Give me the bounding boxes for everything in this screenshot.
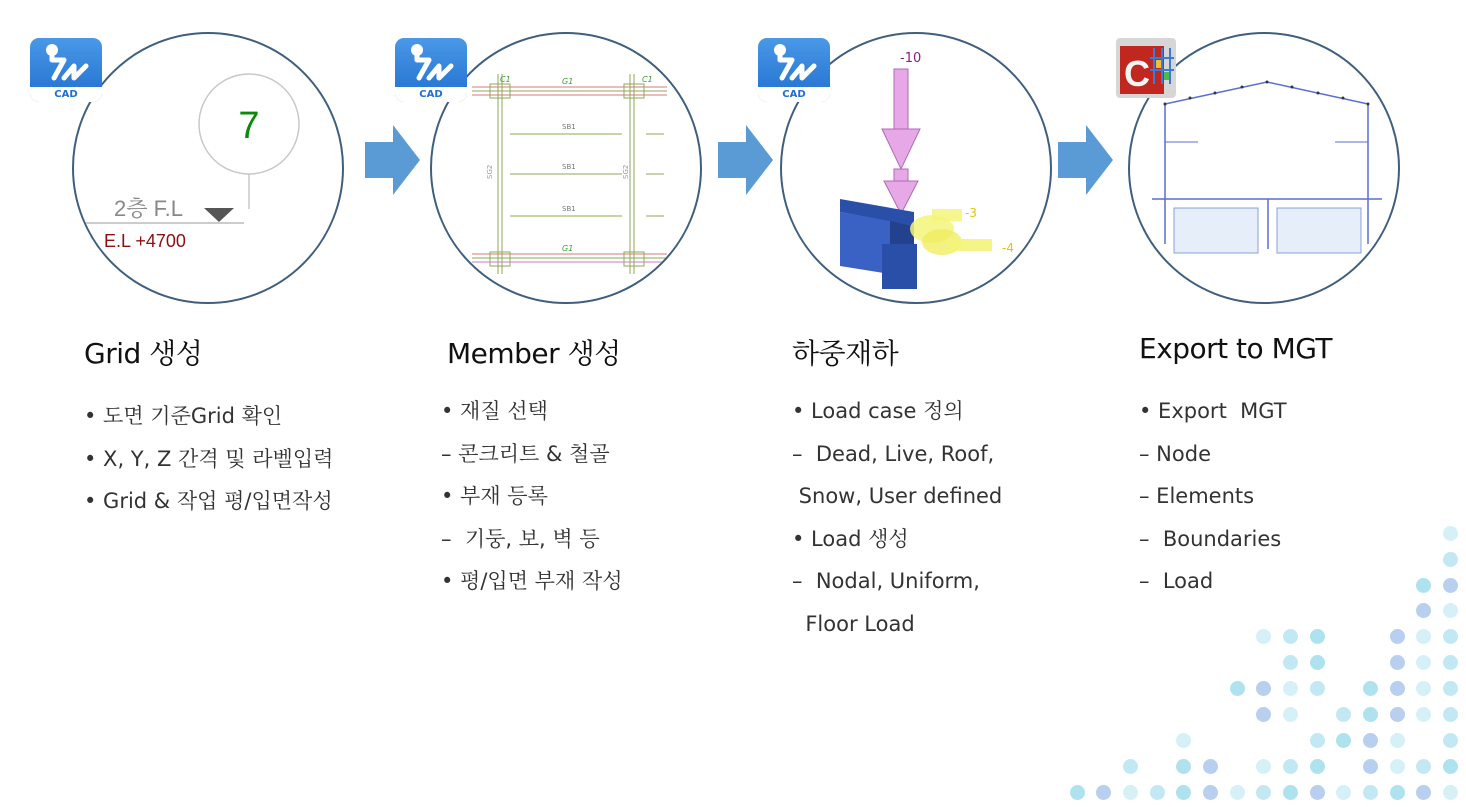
decorative-dot <box>1256 629 1271 644</box>
decorative-dot <box>1150 785 1165 800</box>
decorative-dot <box>1443 629 1458 644</box>
list-item: – Nodal, Uniform, <box>792 569 980 593</box>
decorative-dot <box>1443 603 1458 618</box>
decorative-dot <box>1416 707 1431 722</box>
girder-label: SG2 <box>486 164 494 179</box>
decorative-dot <box>1176 785 1191 800</box>
list-item: – Elements <box>1139 484 1255 508</box>
decorative-dot <box>1416 681 1431 696</box>
decorative-dot <box>1283 759 1298 774</box>
decorative-dot <box>1443 681 1458 696</box>
decorative-dot <box>1390 681 1405 696</box>
decorative-dot <box>1336 785 1351 800</box>
cad-logo-icon <box>30 38 102 102</box>
list-item: • 도면 기준Grid 확인 <box>84 404 283 428</box>
decorative-dot <box>1443 759 1458 774</box>
step-list <box>792 390 1002 645</box>
decorative-dot <box>1390 655 1405 670</box>
decorative-dot <box>1283 655 1298 670</box>
list-item: • Grid & 작업 평/입면작성 <box>84 489 333 513</box>
decorative-dot <box>1390 629 1405 644</box>
list-item: – Dead, Live, Roof, <box>792 441 995 466</box>
decorative-dot <box>1283 681 1298 696</box>
load-value-label: -4 <box>1002 241 1014 255</box>
decorative-dot <box>1443 578 1458 593</box>
decorative-dot <box>1176 759 1191 774</box>
decorative-dot <box>1443 526 1458 541</box>
beam-label: G1 <box>562 244 574 253</box>
decorative-dot <box>1283 785 1298 800</box>
list-item: Snow, User defined <box>792 484 1003 508</box>
decorative-dot <box>1283 707 1298 722</box>
svg-text:C: C <box>1124 53 1150 94</box>
step-title: Grid 생성 <box>84 337 203 370</box>
decorative-dot <box>1256 759 1271 774</box>
list-item: • Load case 정의 <box>792 399 964 423</box>
list-item: • Load 생성 <box>792 526 909 551</box>
floor-label: 2층 F.L <box>114 196 183 221</box>
decorative-dot <box>1390 759 1405 774</box>
decorative-dot <box>1363 785 1378 800</box>
list-item: • 평/입면 부재 작성 <box>441 569 623 593</box>
flow-arrow-icon <box>1058 125 1114 195</box>
decorative-dot <box>1416 785 1431 800</box>
list-item: – 콘크리트 & 철골 <box>441 441 610 466</box>
step-list <box>84 395 333 523</box>
decorative-dot <box>1283 629 1298 644</box>
grid-preview-circle <box>72 32 344 304</box>
decorative-dot <box>1176 733 1191 748</box>
decorative-dot <box>1363 733 1378 748</box>
list-item: – Node <box>1139 441 1211 466</box>
decorative-dot <box>1416 629 1431 644</box>
decorative-dot <box>1310 759 1325 774</box>
decorative-dot <box>1443 552 1458 567</box>
member-plan-drawing <box>432 34 700 302</box>
decorative-dot <box>1203 759 1218 774</box>
column-label: C1 <box>642 75 653 84</box>
decorative-dot <box>1123 785 1138 800</box>
sub-beam-label: SB1 <box>562 163 576 171</box>
list-item: – Load <box>1139 569 1214 593</box>
sub-beam-label: SB1 <box>562 123 576 131</box>
flow-arrow-icon <box>718 125 774 195</box>
decorative-dot <box>1336 707 1351 722</box>
step-title: Export to MGT <box>1139 332 1333 365</box>
beam-label: G1 <box>562 77 574 86</box>
decorative-dot <box>1256 785 1271 800</box>
flow-arrow-icon <box>365 125 421 195</box>
cad-logo-label: CAD <box>758 87 830 102</box>
decorative-dot <box>1256 707 1271 722</box>
cad-logo-label: CAD <box>30 87 102 102</box>
decorative-dot <box>1363 707 1378 722</box>
girder-label: SG2 <box>622 164 630 179</box>
list-item: Floor Load <box>792 611 915 636</box>
decorative-dot <box>1443 655 1458 670</box>
level-marker-icon <box>204 208 234 222</box>
decorative-dot <box>1203 785 1218 800</box>
decorative-dot <box>1416 578 1431 593</box>
decorative-dot <box>1310 681 1325 696</box>
list-item: • 재질 선택 <box>441 399 548 423</box>
decorative-dot <box>1443 785 1458 800</box>
decorative-dot <box>1390 733 1405 748</box>
list-item: • Export MGT <box>1139 399 1287 423</box>
list-item: – Boundaries <box>1139 526 1282 551</box>
decorative-dot <box>1416 603 1431 618</box>
step-title: Member 생성 <box>447 337 621 370</box>
decorative-dot <box>1310 785 1325 800</box>
decorative-dot <box>1310 655 1325 670</box>
decorative-dot <box>1070 785 1085 800</box>
decorative-dot <box>1363 759 1378 774</box>
load-value-label: -3 <box>965 206 977 220</box>
decorative-dot <box>1390 707 1405 722</box>
cad-logo-icon <box>395 38 467 102</box>
decorative-dot <box>1416 655 1431 670</box>
decorative-dot <box>1123 759 1138 774</box>
grid-number: 7 <box>238 105 260 147</box>
decorative-dot <box>1310 733 1325 748</box>
list-item: – 기둥, 보, 벽 등 <box>441 526 600 551</box>
cad-logo-label: CAD <box>395 87 467 102</box>
elevation-label: E.L +4700 <box>104 231 186 251</box>
grid-preview-drawing <box>74 34 342 302</box>
list-item: • X, Y, Z 간격 및 라벨입력 <box>84 446 334 471</box>
civil-logo-icon <box>1116 38 1176 98</box>
decorative-dot <box>1443 733 1458 748</box>
decorative-dot <box>1443 707 1458 722</box>
column-label: C1 <box>500 75 511 84</box>
decorative-dot <box>1096 785 1111 800</box>
decorative-dot <box>1336 733 1351 748</box>
sub-beam-label: SB1 <box>562 205 576 213</box>
decorative-dot <box>1363 681 1378 696</box>
member-preview-circle <box>430 32 702 304</box>
list-item: • 부재 등록 <box>441 484 548 508</box>
decorative-dot <box>1230 785 1245 800</box>
cad-logo-icon <box>758 38 830 102</box>
step-list <box>441 390 623 603</box>
decorative-dot <box>1230 681 1245 696</box>
decorative-dot <box>1310 629 1325 644</box>
step-title: 하중재하 <box>792 337 899 370</box>
decorative-dot <box>1416 759 1431 774</box>
decorative-dot <box>1390 785 1405 800</box>
load-value-label: -10 <box>900 51 922 66</box>
step-list <box>1139 390 1287 603</box>
decorative-dot <box>1256 681 1271 696</box>
